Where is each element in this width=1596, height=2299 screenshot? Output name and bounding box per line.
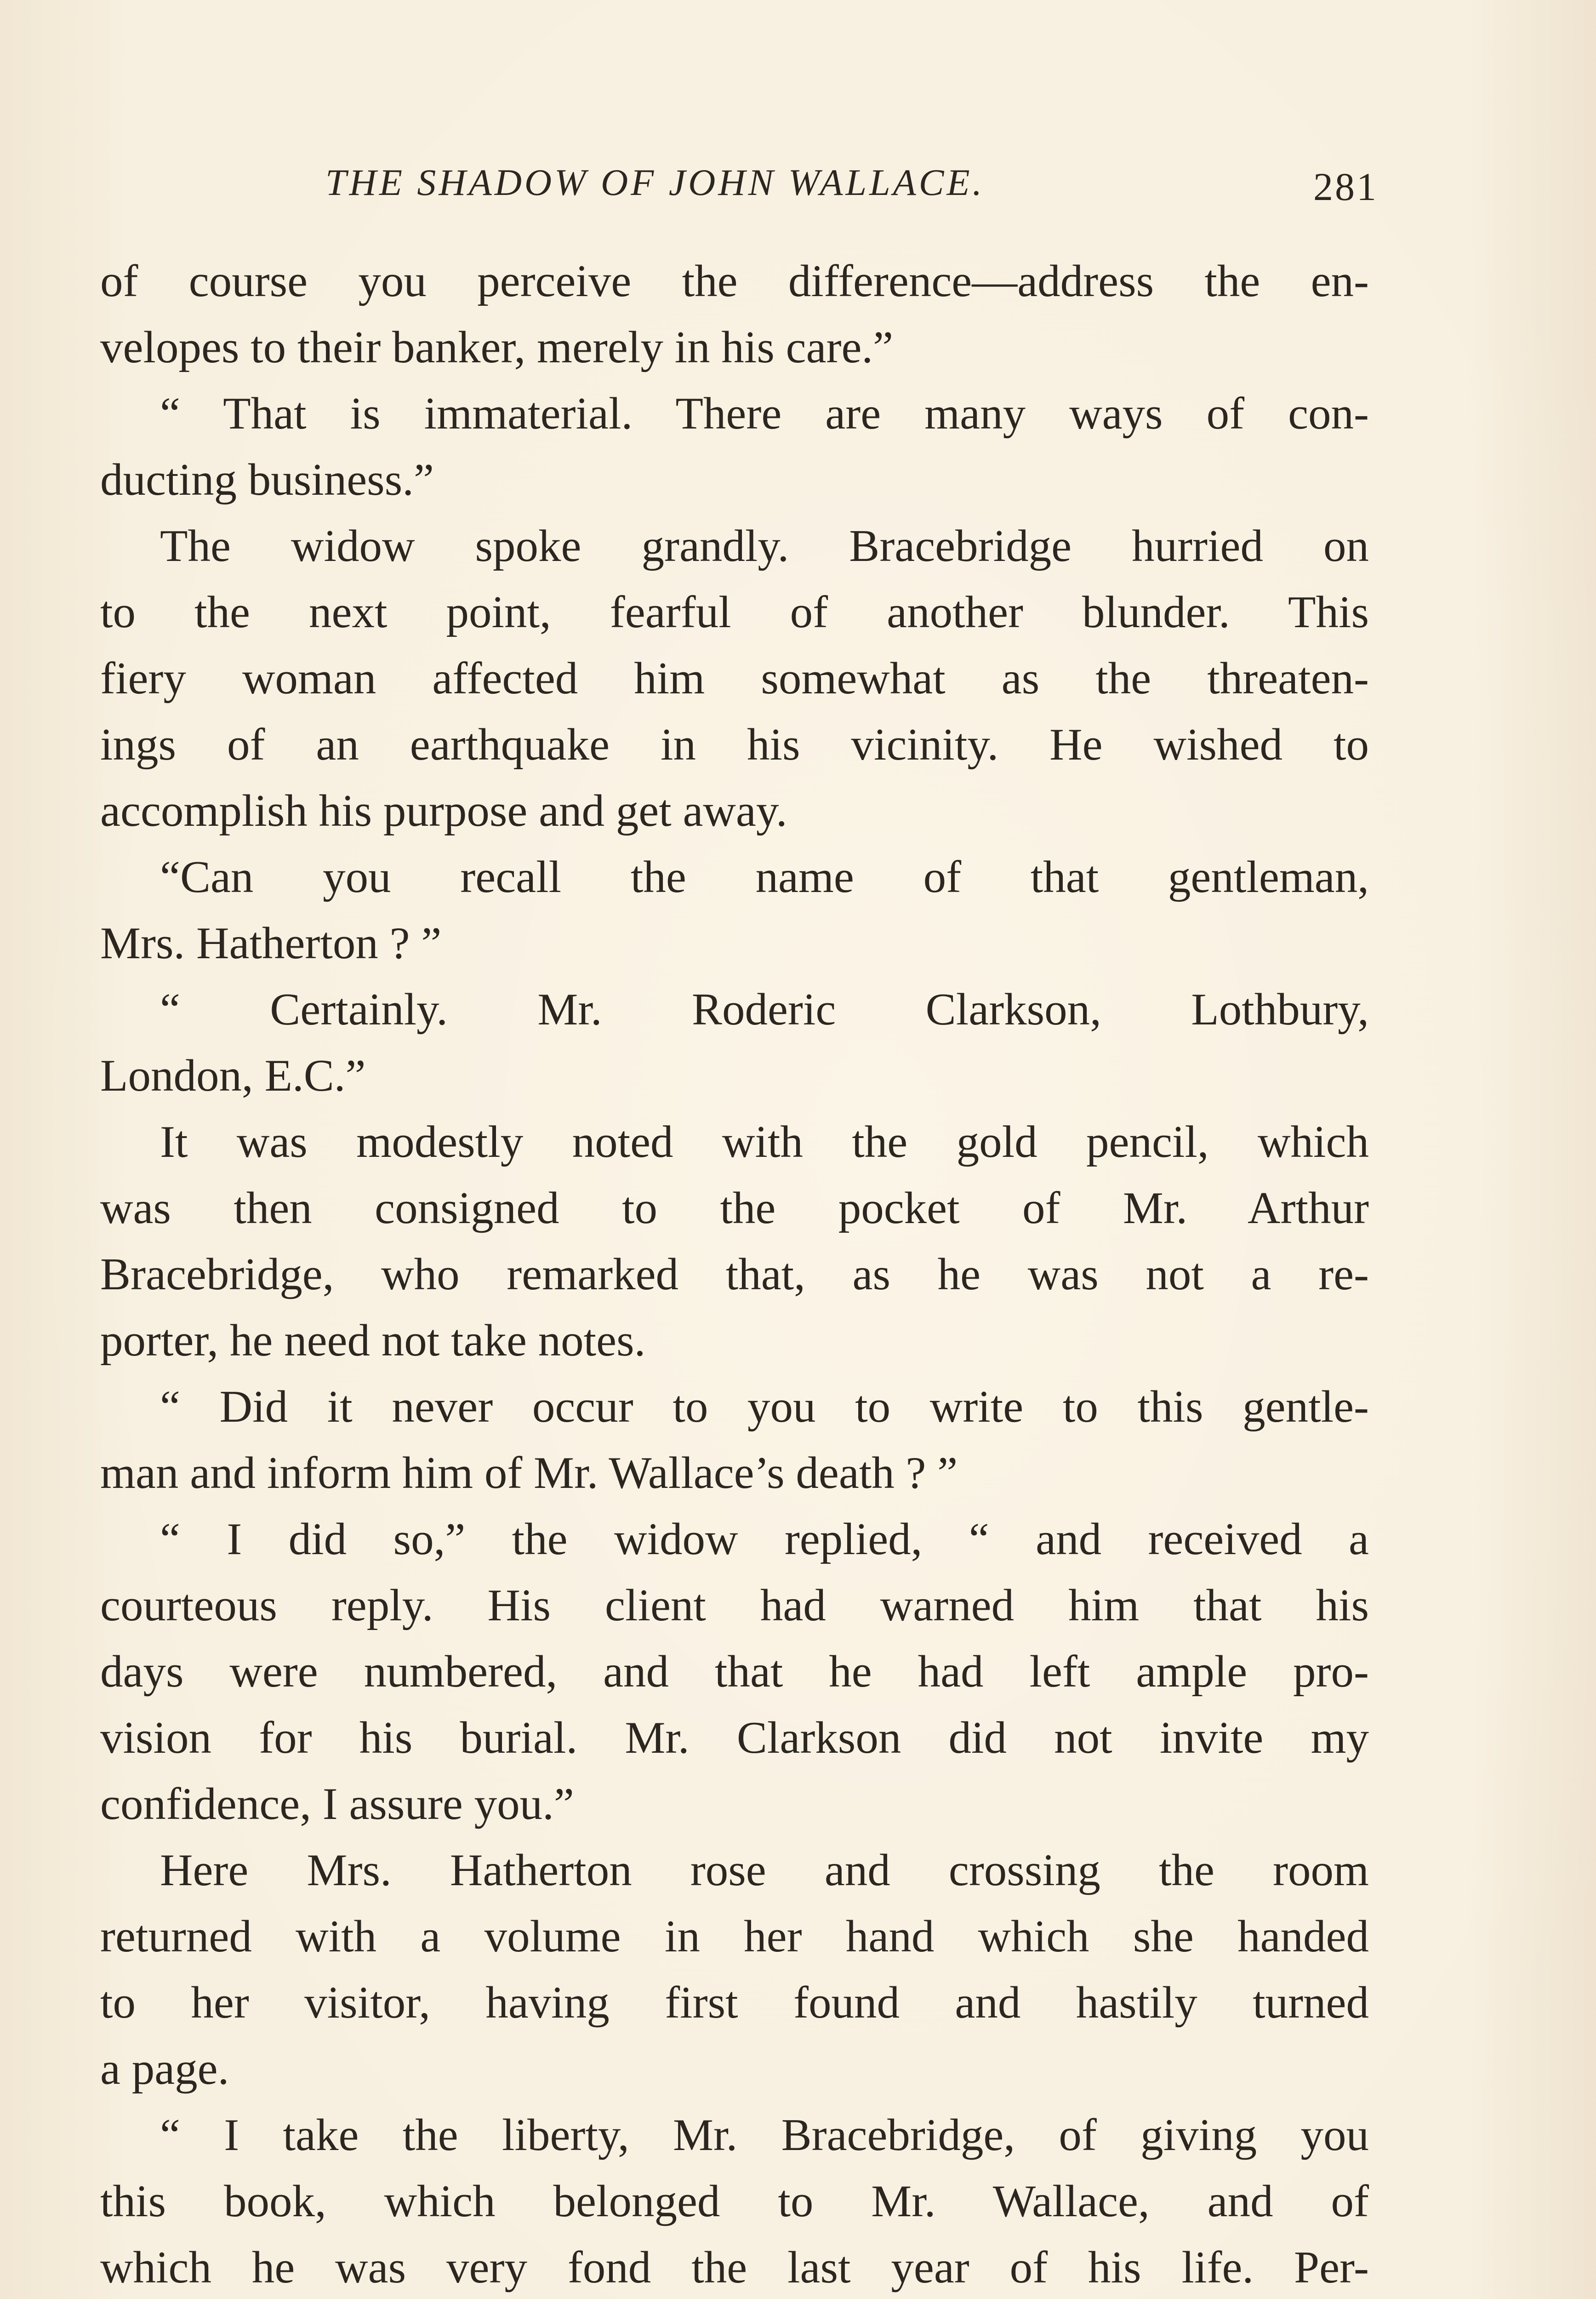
text-line: to the next point, fearful of another blunder. This: [100, 587, 1369, 637]
text-line: “ I take the liberty, Mr. Bracebridge, of giving you: [160, 2110, 1369, 2160]
text-line: Mrs. Hatherton ? ”: [100, 918, 442, 968]
text-line: “ That is immaterial. There are many ways of con-: [160, 389, 1369, 439]
text-line: ducting business.”: [100, 455, 434, 505]
text-line: this book, which belonged to Mr. Wallace, and of: [100, 2176, 1369, 2226]
text-line: returned with a volume in her hand which she handed: [100, 1911, 1369, 1962]
text-line: “ I did so,” the widow replied, “ and received a: [160, 1514, 1369, 1564]
page-header: [100, 161, 1378, 216]
text-line: vision for his burial. Mr. Clarkson did not invite my: [100, 1713, 1369, 1763]
text-line: velopes to their banker, merely in his care.”: [100, 322, 894, 372]
text-line: porter, he need not take notes.: [100, 1315, 646, 1366]
body-text: [100, 248, 1369, 2299]
running-head: THE SHADOW OF JOHN WALLACE.: [325, 161, 985, 203]
text-line: days were numbered, and that he had left ample pro-: [100, 1647, 1369, 1697]
text-line: “ Certainly. Mr. Roderic Clarkson, Lothbury,: [160, 984, 1369, 1035]
text-line: was then consigned to the pocket of Mr. Arthur: [100, 1183, 1369, 1233]
text-line: Here Mrs. Hatherton rose and crossing the room: [160, 1845, 1369, 1895]
text-line: The widow spoke grandly. Bracebridge hurried on: [160, 521, 1369, 571]
text-line: It was modestly noted with the gold pencil, which: [160, 1117, 1369, 1167]
text-line: man and inform him of Mr. Wallace’s death ? ”: [100, 1448, 958, 1498]
text-line: courteous reply. His client had warned him that his: [100, 1580, 1369, 1630]
text-line: London, E.C.”: [100, 1051, 366, 1101]
text-line: of course you perceive the difference—address the en-: [100, 256, 1369, 306]
text-line: confidence, I assure you.”: [100, 1779, 574, 1829]
text-line: “ Did it never occur to you to write to this gentle-: [160, 1382, 1369, 1432]
text-line: to her visitor, having first found and hastily turned: [100, 1978, 1369, 2028]
text-line: “Can you recall the name of that gentleman,: [160, 852, 1369, 902]
page-number: 281: [1313, 165, 1378, 209]
text-line: which he was very fond the last year of his life. Per-: [100, 2242, 1369, 2293]
text-line: Bracebridge, who remarked that, as he was not a re-: [100, 1249, 1369, 1299]
text-line: accomplish his purpose and get away.: [100, 786, 787, 836]
text-line: a page.: [100, 2044, 229, 2094]
text-line: fiery woman affected him somewhat as the threaten-: [100, 653, 1369, 703]
text-line: ings of an earthquake in his vicinity. He wished to: [100, 720, 1369, 770]
